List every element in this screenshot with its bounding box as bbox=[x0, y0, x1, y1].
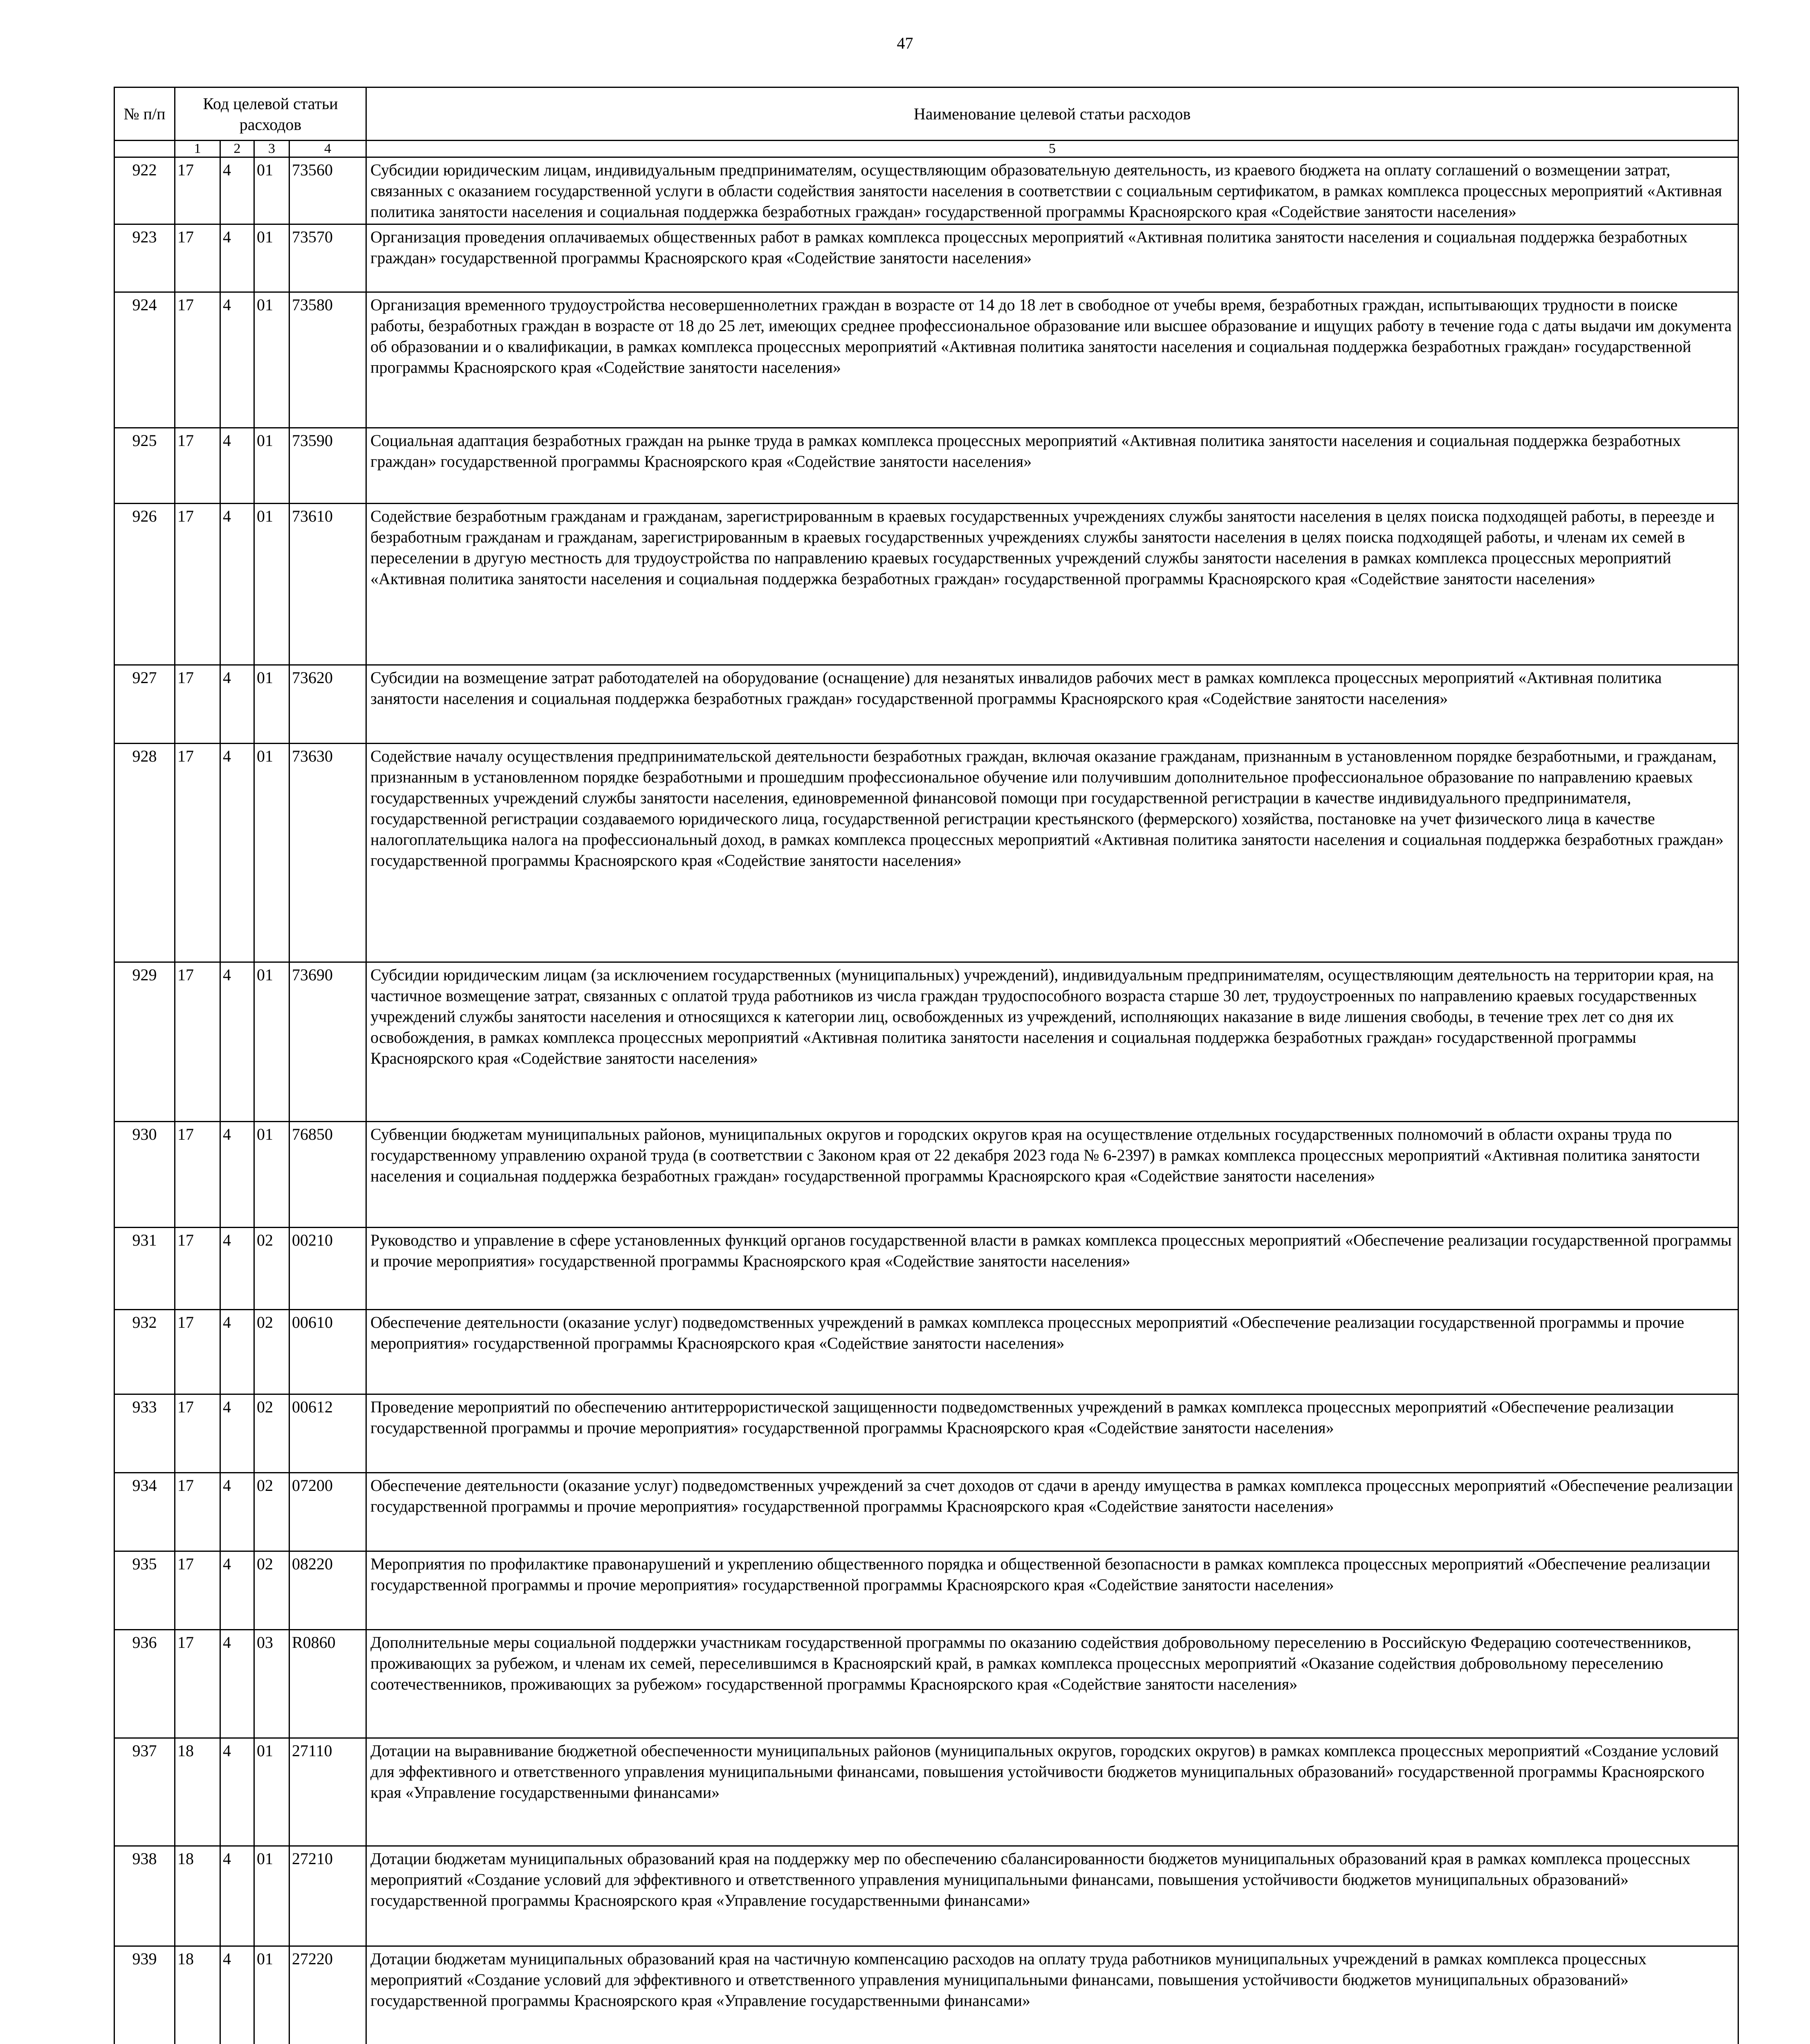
code-part-2-cell: 4 bbox=[220, 1846, 254, 1946]
code-part-2-cell: 4 bbox=[220, 1122, 254, 1228]
table-row bbox=[114, 1946, 1738, 2044]
column-number: 4 bbox=[289, 141, 366, 157]
code-part-4-cell: 73570 bbox=[289, 224, 366, 292]
code-part-1-cell: 17 bbox=[175, 1310, 220, 1394]
code-part-1-cell: 17 bbox=[175, 665, 220, 744]
table-row bbox=[114, 292, 1738, 428]
target-name-cell: Содействие началу осуществления предпринимательской деятельности безработных граждан, включая оказание гражданам, признанным в установленном порядке безработными, и гражданам, признанным в установленном порядке безработными и прошедшим профессиональное обучение или получившим дополнительное профессиональное образование по направлению краевых государственных учреждений службы занятости населения, единовременной финансовой помощи при государственной регистрации в качестве индивидуального предпринимателя, государственной регистрации создаваемого юридического лица, государственной регистрации крестьянского (фермерского) хозяйства, постановке на учет физического лица в качестве налогоплательщика налога на профессиональный доход, в рамках комплекса процессных мероприятий «Активная политика занятости населения и социальная поддержка безработных граждан» государственной программы Красноярского края «Содействие занятости населения» bbox=[366, 744, 1738, 962]
row-number-cell: 939 bbox=[114, 1946, 175, 2044]
table-row bbox=[114, 1122, 1738, 1228]
table-row bbox=[114, 1228, 1738, 1310]
target-name-cell: Субсидии юридическим лицам, индивидуальным предпринимателям, осуществляющим образовательную деятельность, из краевого бюджета на оплату соглашений о возмещении затрат, связанных с оказанием государственной услуги в области содействия занятости населения в соответствии с социальным сертификатом, в рамках комплекса процессных мероприятий «Активная политика занятости населения и социальная поддержка безработных граждан» государственной программы Красноярского края «Содействие занятости населения» bbox=[366, 157, 1738, 224]
code-part-4-cell: 73580 bbox=[289, 292, 366, 428]
target-name-cell: Организация проведения оплачиваемых общественных работ в рамках комплекса процессных мероприятий «Активная политика занятости населения и социальная поддержка безработных граждан» государственной программы Красноярского края «Содействие занятости населения» bbox=[366, 224, 1738, 292]
row-number-cell: 926 bbox=[114, 504, 175, 665]
code-part-2-cell: 4 bbox=[220, 157, 254, 224]
target-name-cell: Дотации бюджетам муниципальных образований края на поддержку мер по обеспечению сбалансированности бюджетов муниципальных образований края в рамках комплекса процессных мероприятий «Создание условий для эффективного и ответственного управления муниципальными финансами, повышения устойчивости бюджетов муниципальных образований» государственной программы Красноярского края «Управление государственными финансами» bbox=[366, 1846, 1738, 1946]
code-part-2-cell: 4 bbox=[220, 665, 254, 744]
code-part-3-cell: 01 bbox=[254, 665, 289, 744]
table-row bbox=[114, 224, 1738, 292]
row-number-cell: 932 bbox=[114, 1310, 175, 1394]
row-number-cell: 922 bbox=[114, 157, 175, 224]
code-part-3-cell: 02 bbox=[254, 1228, 289, 1310]
column-number: 5 bbox=[366, 141, 1738, 157]
code-part-2-cell: 4 bbox=[220, 1946, 254, 2044]
row-number-cell: 935 bbox=[114, 1551, 175, 1630]
code-part-4-cell: 76850 bbox=[289, 1122, 366, 1228]
table-row bbox=[114, 504, 1738, 665]
code-part-3-cell: 02 bbox=[254, 1310, 289, 1394]
target-name-cell: Субсидии юридическим лицам (за исключением государственных (муниципальных) учреждений), индивидуальным предпринимателям, осуществляющим деятельность на территории края, на частичное возмещение затрат, связанных с оплатой труда работников из числа граждан трудоспособного возраста старше 30 лет, трудоустроенных по направлению краевых государственных учреждений службы занятости населения и относящихся к категории лиц, освобожденных из учреждений, исполняющих наказание в виде лишения свободы, в течение трех лет со дня их освобождения, в рамках комплекса процессных мероприятий «Активная политика занятости населения и социальная поддержка безработных граждан» государственной программы Красноярского края «Содействие занятости населения» bbox=[366, 962, 1738, 1122]
code-part-2-cell: 4 bbox=[220, 1394, 254, 1473]
code-part-1-cell: 17 bbox=[175, 1228, 220, 1310]
target-name-cell: Проведение мероприятий по обеспечению антитеррористической защищенности подведомственных учреждений в рамках комплекса процессных мероприятий «Обеспечение реализации государственной программы и прочие мероприятия» государственной программы Красноярского края «Содействие занятости населения» bbox=[366, 1394, 1738, 1473]
code-part-4-cell: 73690 bbox=[289, 962, 366, 1122]
table-row bbox=[114, 1630, 1738, 1738]
code-part-2-cell: 4 bbox=[220, 292, 254, 428]
code-part-1-cell: 17 bbox=[175, 1630, 220, 1738]
code-part-3-cell: 01 bbox=[254, 1846, 289, 1946]
code-part-2-cell: 4 bbox=[220, 962, 254, 1122]
code-part-1-cell: 17 bbox=[175, 157, 220, 224]
row-number-cell: 933 bbox=[114, 1394, 175, 1473]
code-part-2-cell: 4 bbox=[220, 504, 254, 665]
table-row bbox=[114, 1846, 1738, 1946]
code-part-1-cell: 18 bbox=[175, 1946, 220, 2044]
table-row bbox=[114, 1310, 1738, 1394]
code-part-3-cell: 02 bbox=[254, 1551, 289, 1630]
code-part-4-cell: 73620 bbox=[289, 665, 366, 744]
code-part-4-cell: 73590 bbox=[289, 428, 366, 504]
table-row bbox=[114, 1738, 1738, 1846]
code-part-3-cell: 02 bbox=[254, 1473, 289, 1551]
code-part-2-cell: 4 bbox=[220, 1310, 254, 1394]
row-number-cell: 923 bbox=[114, 224, 175, 292]
code-part-3-cell: 01 bbox=[254, 1946, 289, 2044]
row-number-cell: 925 bbox=[114, 428, 175, 504]
target-name-cell: Социальная адаптация безработных граждан на рынке труда в рамках комплекса процессных мероприятий «Активная политика занятости населения и социальная поддержка безработных граждан» государственной программы Красноярского края «Содействие занятости населения» bbox=[366, 428, 1738, 504]
code-part-4-cell: 07200 bbox=[289, 1473, 366, 1551]
target-name-cell: Содействие безработным гражданам и гражданам, зарегистрированным в краевых государственных учреждениях службы занятости населения в целях поиска подходящей работы, в переезде и безработным гражданам и гражданам, зарегистрированным в краевых государственных учреждениях службы занятости населения в целях поиска подходящей работы, и членам их семей в переселении в другую местность для трудоустройства по направлению краевых государственных учреждений службы занятости населения в рамках комплекса процессных мероприятий «Активная политика занятости населения и социальная поддержка безработных граждан» государственной программы Красноярского края «Содействие занятости населения» bbox=[366, 504, 1738, 665]
code-part-2-cell: 4 bbox=[220, 428, 254, 504]
target-name-cell: Обеспечение деятельности (оказание услуг) подведомственных учреждений за счет доходов от сдачи в аренду имущества в рамках комплекса процессных мероприятий «Обеспечение реализации государственной программы и прочие мероприятия» государственной программы Красноярского края «Содействие занятости населения» bbox=[366, 1473, 1738, 1551]
target-name-cell: Субвенции бюджетам муниципальных районов, муниципальных округов и городских округов края на осуществление отдельных государственных полномочий в области охраны труда по государственному управлению охраной труда (в соответствии с Законом края от 22 декабря 2023 года № 6-2397) в рамках комплекса процессных мероприятий «Активная политика занятости населения и социальная поддержка безработных граждан» государственной программы Красноярского края «Содействие занятости населения» bbox=[366, 1122, 1738, 1228]
code-part-4-cell: 00210 bbox=[289, 1228, 366, 1310]
table-row bbox=[114, 428, 1738, 504]
code-part-3-cell: 02 bbox=[254, 1394, 289, 1473]
code-part-4-cell: 27220 bbox=[289, 1946, 366, 2044]
code-part-3-cell: 01 bbox=[254, 1738, 289, 1846]
code-part-4-cell: 00612 bbox=[289, 1394, 366, 1473]
code-part-3-cell: 01 bbox=[254, 292, 289, 428]
row-number-cell: 929 bbox=[114, 962, 175, 1122]
target-name-cell: Субсидии на возмещение затрат работодателей на оборудование (оснащение) для незанятых инвалидов рабочих мест в рамках комплекса процессных мероприятий «Активная политика занятости населения и социальная поддержка безработных граждан» государственной программы Красноярского края «Содействие занятости населения» bbox=[366, 665, 1738, 744]
budget-target-items-table bbox=[114, 87, 1739, 2044]
code-part-4-cell: 73610 bbox=[289, 504, 366, 665]
target-name-cell: Руководство и управление в сфере установленных функций органов государственной власти в рамках комплекса процессных мероприятий «Обеспечение реализации государственной программы и прочие мероприятия» государственной программы Красноярского края «Содействие занятости населения» bbox=[366, 1228, 1738, 1310]
target-name-cell: Дотации бюджетам муниципальных образований края на частичную компенсацию расходов на оплату труда работников муниципальных учреждений в рамках комплекса процессных мероприятий «Создание условий для эффективного и ответственного управления муниципальными финансами, повышения устойчивости бюджетов муниципальных образований» государственной программы Красноярского края «Управление государственными финансами» bbox=[366, 1946, 1738, 2044]
code-part-2-cell: 4 bbox=[220, 1630, 254, 1738]
table-row bbox=[114, 1394, 1738, 1473]
code-part-1-cell: 17 bbox=[175, 1473, 220, 1551]
row-number-cell: 938 bbox=[114, 1846, 175, 1946]
code-part-4-cell: 00610 bbox=[289, 1310, 366, 1394]
code-part-1-cell: 17 bbox=[175, 292, 220, 428]
code-part-3-cell: 01 bbox=[254, 962, 289, 1122]
code-part-3-cell: 01 bbox=[254, 224, 289, 292]
code-part-3-cell: 01 bbox=[254, 1122, 289, 1228]
table-row bbox=[114, 744, 1738, 962]
code-part-1-cell: 17 bbox=[175, 744, 220, 962]
row-number-cell: 927 bbox=[114, 665, 175, 744]
code-part-3-cell: 01 bbox=[254, 428, 289, 504]
header-empty-cell bbox=[114, 141, 175, 157]
table-row bbox=[114, 157, 1738, 224]
code-part-1-cell: 17 bbox=[175, 224, 220, 292]
code-part-1-cell: 17 bbox=[175, 428, 220, 504]
code-part-4-cell: 27210 bbox=[289, 1846, 366, 1946]
target-name-cell: Организация временного трудоустройства несовершеннолетних граждан в возрасте от 14 до 18 лет в свободное от учебы время, безработных граждан, испытывающих трудности в поиске работы, безработных граждан в возрасте от 18 до 25 лет, имеющих среднее профессиональное образование или высшее образование и ищущих работу в течение года с даты выдачи им документа об образовании и о квалификации, в рамках комплекса процессных мероприятий «Активная политика занятости населения и социальная поддержка безработных граждан» государственной программы Красноярского края «Содействие занятости населения» bbox=[366, 292, 1738, 428]
code-part-1-cell: 17 bbox=[175, 1394, 220, 1473]
target-name-cell: Дополнительные меры социальной поддержки участникам государственной программы по оказанию содействия добровольному переселению в Российскую Федерацию соотечественников, проживающих за рубежом, и членам их семей, переселившимся в Красноярский край, в рамках комплекса процессных мероприятий «Оказание содействия добровольному переселению соотечественников, проживающих за рубежом» государственной программы Красноярского края «Содействие занятости населения» bbox=[366, 1630, 1738, 1738]
code-part-1-cell: 18 bbox=[175, 1738, 220, 1846]
header-target-code: Код целевой статьи расходов bbox=[175, 87, 366, 141]
target-name-cell: Обеспечение деятельности (оказание услуг) подведомственных учреждений в рамках комплекса процессных мероприятий «Обеспечение реализации государственной программы и прочие мероприятия» государственной программы Красноярского края «Содействие занятости населения» bbox=[366, 1310, 1738, 1394]
code-part-1-cell: 17 bbox=[175, 1122, 220, 1228]
code-part-3-cell: 01 bbox=[254, 157, 289, 224]
table-row bbox=[114, 1551, 1738, 1630]
row-number-cell: 928 bbox=[114, 744, 175, 962]
code-part-4-cell: 27110 bbox=[289, 1738, 366, 1846]
code-part-4-cell: 73560 bbox=[289, 157, 366, 224]
header-target-name: Наименование целевой статьи расходов bbox=[366, 87, 1738, 141]
page-number: 47 bbox=[897, 34, 913, 52]
target-name-cell: Дотации на выравнивание бюджетной обеспеченности муниципальных районов (муниципальных округов, городских округов) в рамках комплекса процессных мероприятий «Создание условий для эффективного и ответственного управления муниципальными финансами, повышения устойчивости бюджетов муниципальных образований» государственной программы Красноярского края «Управление государственными финансами» bbox=[366, 1738, 1738, 1846]
code-part-4-cell: R0860 bbox=[289, 1630, 366, 1738]
column-number: 2 bbox=[220, 141, 254, 157]
code-part-1-cell: 17 bbox=[175, 504, 220, 665]
row-number-cell: 934 bbox=[114, 1473, 175, 1551]
table-row bbox=[114, 1473, 1738, 1551]
code-part-4-cell: 73630 bbox=[289, 744, 366, 962]
row-number-cell: 930 bbox=[114, 1122, 175, 1228]
code-part-2-cell: 4 bbox=[220, 1551, 254, 1630]
row-number-cell: 936 bbox=[114, 1630, 175, 1738]
code-part-1-cell: 18 bbox=[175, 1846, 220, 1946]
row-number-cell: 931 bbox=[114, 1228, 175, 1310]
target-name-cell: Мероприятия по профилактике правонарушений и укреплению общественного порядка и общественной безопасности в рамках комплекса процессных мероприятий «Обеспечение реализации государственной программы и прочие мероприятия» государственной программы Красноярского края «Содействие занятости населения» bbox=[366, 1551, 1738, 1630]
code-part-3-cell: 01 bbox=[254, 744, 289, 962]
table-row bbox=[114, 962, 1738, 1122]
table-body bbox=[114, 157, 1738, 2044]
code-part-2-cell: 4 bbox=[220, 1228, 254, 1310]
code-part-2-cell: 4 bbox=[220, 744, 254, 962]
code-part-2-cell: 4 bbox=[220, 224, 254, 292]
table-row bbox=[114, 665, 1738, 744]
code-part-1-cell: 17 bbox=[175, 962, 220, 1122]
row-number-cell: 924 bbox=[114, 292, 175, 428]
row-number-cell: 937 bbox=[114, 1738, 175, 1846]
code-part-3-cell: 03 bbox=[254, 1630, 289, 1738]
column-number: 1 bbox=[175, 141, 220, 157]
header-row-number: № п/п bbox=[114, 87, 175, 141]
code-part-1-cell: 17 bbox=[175, 1551, 220, 1630]
code-part-2-cell: 4 bbox=[220, 1738, 254, 1846]
code-part-4-cell: 08220 bbox=[289, 1551, 366, 1630]
code-part-3-cell: 01 bbox=[254, 504, 289, 665]
column-number: 3 bbox=[254, 141, 289, 157]
code-part-2-cell: 4 bbox=[220, 1473, 254, 1551]
